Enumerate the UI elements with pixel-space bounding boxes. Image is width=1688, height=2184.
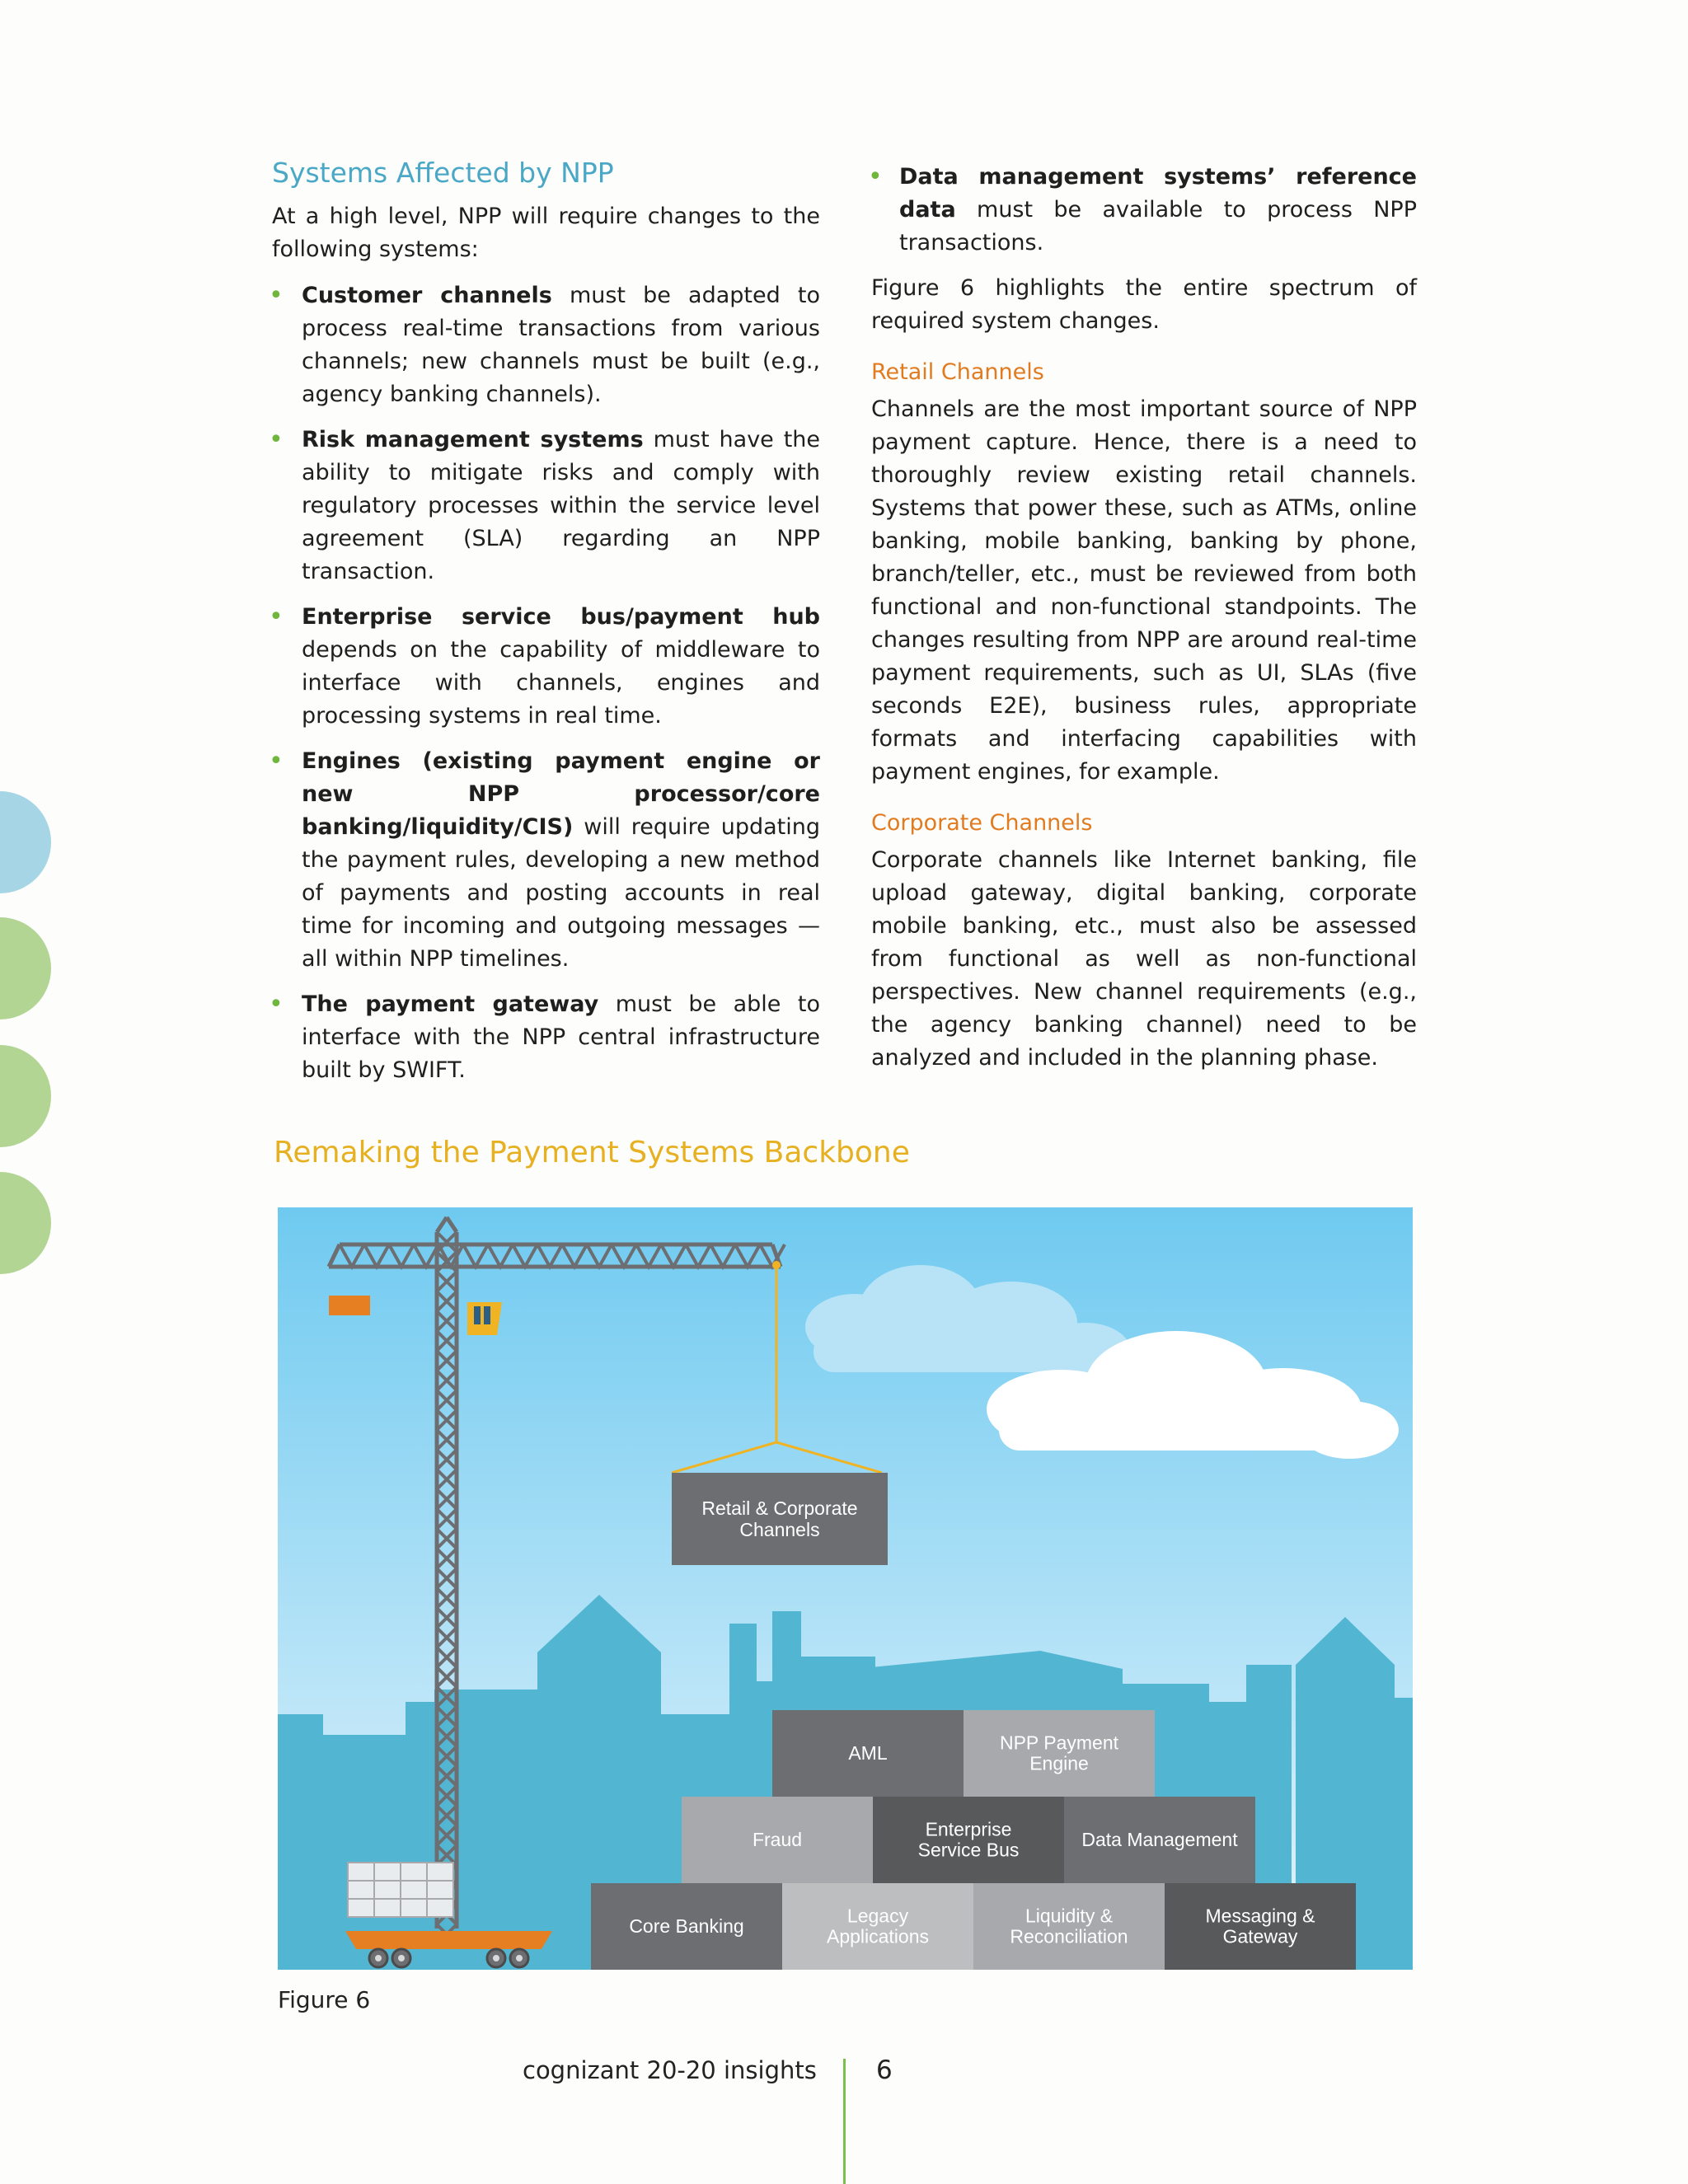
block-label: Core Banking xyxy=(629,1915,744,1937)
bullet-text: must be available to process NPP transactions. xyxy=(899,197,1417,255)
list-item xyxy=(269,601,820,733)
systems-list xyxy=(269,279,821,1087)
figure-note: Figure 6 highlights the entire spectrum of required system changes. xyxy=(871,275,1417,334)
bullet-icon: • xyxy=(868,162,883,191)
counterweight xyxy=(329,1296,370,1315)
block-label: NPP Payment Engine xyxy=(999,1732,1119,1774)
backbone-illustration xyxy=(278,1207,1413,1970)
bullet-icon: • xyxy=(269,425,284,454)
section-heading: Systems Affected by NPP xyxy=(272,157,614,189)
bullet-term: Enterprise service bus/payment hub xyxy=(302,604,820,630)
block-label: AML xyxy=(848,1742,888,1764)
retail-channels-paragraph: Channels are the most important source of NPP payment capture. Hence, there is a need to thoroughly review existing retail channels. Systems that power these, such as ATMs, online banking, mobile banking, banking by phone, branch/teller, etc., must be reviewed from both functional and non-functional standpoints. The changes resulting from NPP are around real-time payment requirements, such as UI, SLAs (five seconds E2E), business rules, appropriate formats and interfacing capabilities with payment engines, for example. xyxy=(871,396,1417,785)
list-item xyxy=(269,424,821,588)
side-circle-blue xyxy=(0,791,51,893)
bullet-text: must be adapted to process real-time transactions from various channels; new channels must be built (e.g., agency banking channels). xyxy=(302,283,820,407)
retail-channels-heading: Retail Channels xyxy=(871,359,1044,385)
brick-pallet xyxy=(348,1863,453,1917)
bullet-text: must have the ability to mitigate risks and comply with regulatory processes within the service level agreement (SLA) regarding an NPP transaction. xyxy=(302,427,821,584)
bullet-text: depends on the capability of middleware to interface with channels, engines and processing systems in real time. xyxy=(302,637,820,729)
bullet-icon: • xyxy=(269,281,284,310)
block-label: Liquidity & Reconciliation xyxy=(1010,1905,1128,1947)
bullet-term: The payment gateway xyxy=(302,991,599,1017)
bullet-term: Data management systems’ reference data xyxy=(899,164,1417,223)
footer-text: cognizant 20-20 insights xyxy=(523,2056,817,2084)
bullet-term: Engines (existing payment engine or new NPP processor/core banking/liquidity/CIS) xyxy=(302,748,820,840)
corporate-channels-heading: Corporate Channels xyxy=(871,810,1093,836)
bullet-term: Risk management systems xyxy=(302,427,644,452)
list-item xyxy=(269,279,820,411)
left-column xyxy=(269,157,821,1099)
list-item xyxy=(868,161,1417,260)
side-circle-green xyxy=(0,917,51,1019)
bullet-icon: • xyxy=(269,747,284,776)
list-item xyxy=(269,988,820,1087)
block-label: Data Management xyxy=(1081,1829,1238,1850)
block-label: Retail & Corporate Channels xyxy=(701,1497,858,1540)
block-label: Enterprise Service Bus xyxy=(917,1818,1020,1861)
footer-divider xyxy=(843,2059,846,2184)
block-label: Legacy Applications xyxy=(826,1905,930,1947)
bullet-term: Customer channels xyxy=(302,283,552,308)
page-number: 6 xyxy=(876,2055,893,2085)
block-label: Fraud xyxy=(752,1829,803,1850)
block-label: Messaging & Gateway xyxy=(1205,1905,1315,1947)
side-circle-green xyxy=(0,1172,51,1274)
figure-caption: Figure 6 xyxy=(278,1986,371,2013)
bullet-text: must be able to interface with the NPP central infrastructure built by SWIFT. xyxy=(302,991,820,1083)
figure-title: Remaking the Payment Systems Backbone xyxy=(274,1136,910,1169)
bullet-icon: • xyxy=(269,602,284,631)
bullet-icon: • xyxy=(269,990,284,1019)
list-item xyxy=(269,745,820,976)
side-circle-green xyxy=(0,1045,51,1147)
corporate-channels-paragraph: Corporate channels like Internet banking, file upload gateway, digital banking, corporate mobile banking, etc., must also be assessed from functional as well as non-functional perspectives. New channel requirements (e.g., the agency banking channel) need to be analyzed and included in the planning phase. xyxy=(871,847,1417,1071)
bullet-text: will require updating the payment rules, developing a new method of payments and posting accounts in real time for incoming and outgoing messages — all within NPP timelines. xyxy=(302,814,820,972)
figure-illustration xyxy=(278,1207,1413,1970)
crane-base xyxy=(345,1931,552,1949)
data-management-list xyxy=(868,161,1417,260)
right-column xyxy=(868,161,1417,1075)
intro-paragraph: At a high level, NPP will require changes to the following systems: xyxy=(272,204,820,262)
